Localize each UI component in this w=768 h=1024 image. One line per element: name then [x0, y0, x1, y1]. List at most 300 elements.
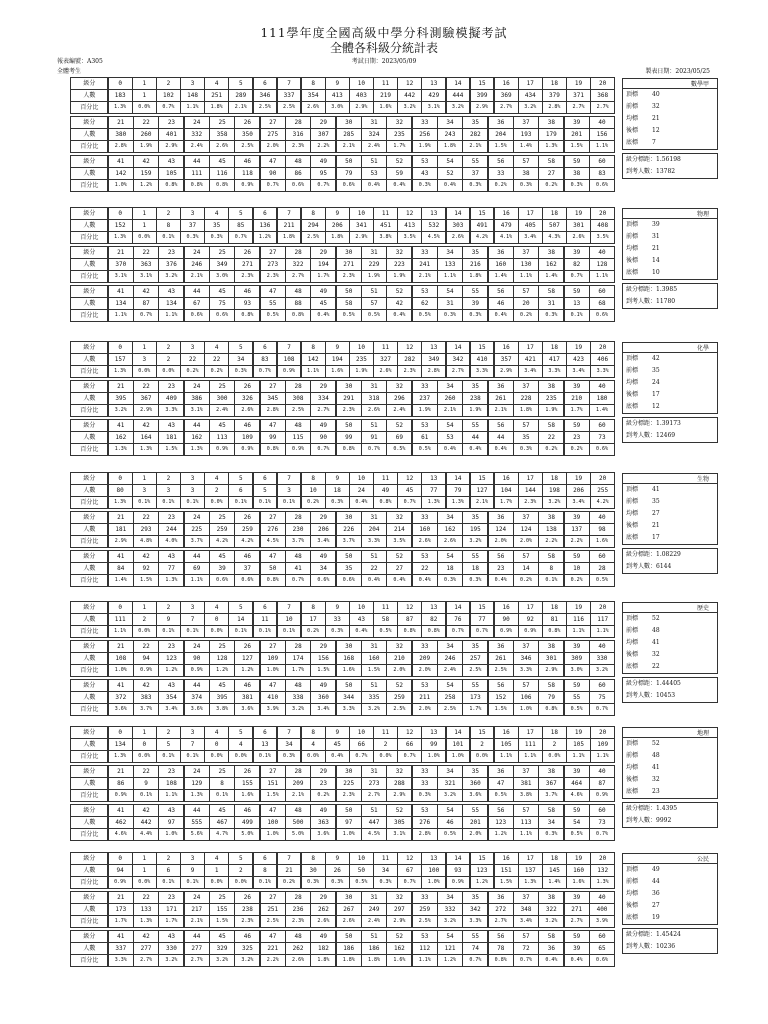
grid-cell: 3 [180, 472, 205, 485]
grid-cell: 206 [325, 219, 350, 232]
grid-cell: 2.6% [209, 140, 235, 153]
grid-cell: 22 [133, 765, 159, 778]
grid-cell: 2.5% [437, 703, 463, 716]
grid-cell: 22 [412, 562, 438, 575]
grid-cell: 31 [361, 891, 387, 904]
grid-cell: 305 [386, 816, 412, 829]
grid-cell: 1.9% [386, 270, 412, 283]
grid-cell: 31 [538, 297, 564, 310]
grid-cell: 368 [590, 89, 615, 102]
grid-cell: 1.4% [108, 574, 134, 587]
grid-cell: 42 [133, 155, 159, 168]
grid-cell: 2.3% [260, 270, 286, 283]
grid-cell: 46 [234, 155, 260, 168]
stats-panel [622, 853, 718, 954]
grid-cell: 37 [513, 116, 539, 129]
grid-cell: 58 [538, 679, 564, 692]
grid-cell: 303 [446, 219, 471, 232]
grid-cell: 1.8% [336, 954, 362, 967]
grid-cell: 358 [209, 128, 235, 141]
grid-cell: 0.2% [301, 625, 326, 638]
grid-cell: 0.8% [488, 954, 514, 967]
grid-cell: 10 [277, 613, 302, 626]
stat-line [626, 900, 717, 912]
count-row [71, 259, 615, 271]
grid-cell: 342 [446, 353, 471, 366]
grid-cell: 40 [589, 891, 615, 904]
grid-cell: 2.3% [285, 915, 311, 928]
grid-cell: 3.8% [209, 703, 235, 716]
grid-cell: 2.1% [437, 404, 463, 417]
stat-line [626, 101, 717, 113]
grid-cell: 2.0% [462, 828, 488, 841]
grid-cell: 46 [234, 285, 260, 298]
row-label: 百分比 [70, 443, 108, 456]
grid-cell: 236 [285, 903, 311, 916]
grid-cell: 28 [285, 116, 311, 129]
grid-cell: 507 [542, 219, 567, 232]
level-row [71, 892, 615, 904]
grid-cell: 1.3% [184, 443, 210, 456]
grid-cell: 32 [386, 246, 412, 259]
row-label: 百分比 [70, 574, 108, 587]
grid-cell: 31 [361, 380, 387, 393]
grid-cell: 423 [566, 353, 591, 366]
grid-cell: 371 [566, 89, 591, 102]
grid-cell: 42 [133, 804, 159, 817]
count-row [71, 524, 615, 536]
grid-cell: 0.4% [349, 625, 374, 638]
grid-cell: 1.0% [421, 876, 446, 889]
cv-value: 1.39173 [656, 420, 681, 427]
grid-cell: 2 [470, 738, 495, 751]
grid-cell: 22 [133, 380, 159, 393]
grid-cell: 33 [325, 613, 350, 626]
grid-cell: 33 [412, 640, 438, 653]
stat-line [626, 496, 717, 508]
grid-cell: 33 [412, 511, 438, 524]
grid-cell: 13 [421, 207, 446, 220]
stat-label: 底標 [626, 534, 639, 541]
grid-cell: 0.3% [513, 443, 539, 456]
grid-cell: 1.8% [462, 270, 488, 283]
grid-cell: 1.3% [538, 140, 564, 153]
grid-cell: 204 [488, 128, 514, 141]
grid-cell: 0.5% [260, 309, 286, 322]
grid-cell: 1.5% [494, 876, 519, 889]
grid-cell: 162 [386, 942, 412, 955]
report-title: 111學年度全國高級中學分科測驗模擬考試 [260, 26, 508, 40]
grid-cell: 0 [204, 613, 229, 626]
grid-cell: 23 [158, 765, 184, 778]
grid-cell: 0.7% [349, 750, 374, 763]
grid-cell: 73 [589, 431, 615, 444]
stat-label: 前標 [626, 103, 639, 110]
grid-cell: 40 [589, 246, 615, 259]
grid-cell: 251 [204, 89, 229, 102]
grid-cell: 1.2% [488, 828, 514, 841]
grid-cell: 0.4% [538, 954, 564, 967]
grid-cell: 100 [421, 864, 446, 877]
grid-cell: 0.4% [488, 574, 514, 587]
grid-cell: 0.0% [228, 750, 253, 763]
grid-cell: 0 [108, 472, 133, 485]
grid-cell: 3.3% [590, 365, 615, 378]
grid-cell: 1.4% [488, 270, 514, 283]
grid-cell: 211 [277, 219, 302, 232]
grid-cell: 39 [564, 380, 590, 393]
grid-cell: 19 [566, 726, 591, 739]
grid-cell: 28 [285, 246, 311, 259]
grid-cell: 52 [386, 930, 412, 943]
grid-cell: 13 [421, 77, 446, 90]
grid-cell: 83 [589, 167, 615, 180]
grid-cell: 16 [494, 77, 519, 90]
grid-cell: 0.9% [494, 625, 519, 638]
grid-cell: 98 [589, 523, 615, 536]
grid-cell: 2.0% [260, 140, 286, 153]
grid-cell: 2 [156, 77, 181, 90]
grid-cell: 0.3% [462, 179, 488, 192]
grid-cell: 219 [373, 89, 398, 102]
subject-name: 地理 [622, 727, 718, 738]
grid-cell: 1.6% [566, 876, 591, 889]
stat-label: 後標 [626, 391, 639, 398]
grid-cell: 2.0% [386, 664, 412, 677]
grid-cell: 133 [437, 258, 463, 271]
row-label: 百分比 [70, 365, 108, 378]
grid-cell: 0.4% [349, 496, 374, 509]
grid-cell: 1.1% [566, 625, 591, 638]
grid-cell: 1.3% [133, 915, 159, 928]
grid-cell: 1.5% [158, 443, 184, 456]
grid-cell: 58 [538, 550, 564, 563]
grid-cell: 2 [373, 738, 398, 751]
grid-cell: 20 [590, 207, 615, 220]
grid-cell: 14 [513, 562, 539, 575]
grid-cell: 386 [184, 392, 210, 405]
grid-cell: 1.3% [421, 496, 446, 509]
level-row [71, 342, 615, 354]
grid-cell: 0.1% [180, 876, 205, 889]
count-row [71, 778, 615, 790]
grid-cell: 194 [325, 353, 350, 366]
grid-cell: 43 [158, 419, 184, 432]
grid-cell: 363 [310, 816, 336, 829]
grid-cell: 36 [538, 942, 564, 955]
grid-cell: 0.8% [184, 179, 210, 192]
grid-cell: 60 [589, 679, 615, 692]
grid-cell: 162 [108, 431, 134, 444]
grid-cell: 1.1% [590, 750, 615, 763]
grid-cell: 0.7% [462, 954, 488, 967]
total-line [626, 561, 717, 573]
grid-cell: 30 [336, 891, 362, 904]
grid-cell: 33 [488, 167, 514, 180]
grid-cell: 3.1% [184, 404, 210, 417]
grid-cell: 4.4% [133, 828, 159, 841]
grid-cell: 67 [397, 864, 422, 877]
grid-cell: 54 [437, 679, 463, 692]
grid-cell: 0.7% [470, 625, 495, 638]
cv-line [626, 154, 717, 166]
grid-cell: 1.0% [108, 664, 134, 677]
grid-cell: 159 [133, 167, 159, 180]
grid-cell: 23 [564, 431, 590, 444]
percentile-box [622, 353, 718, 414]
grid-cell: 58 [538, 155, 564, 168]
grid-cell: 174 [285, 652, 311, 665]
grid-cell: 52 [386, 155, 412, 168]
grid-cell: 34 [437, 511, 463, 524]
grid-cell: 1.3% [108, 750, 133, 763]
grid-cell: 0.2% [538, 179, 564, 192]
total-label: 到考人數： [626, 432, 657, 439]
cv-line [626, 678, 717, 690]
grid-cell: 249 [361, 903, 387, 916]
row-label: 級分 [70, 640, 108, 653]
row-label: 人數 [70, 691, 108, 704]
row-label: 百分比 [70, 625, 108, 638]
grid-cell: 162 [184, 431, 210, 444]
grid-cell: 1.2% [437, 954, 463, 967]
grid-cell: 8 [301, 207, 326, 220]
grid-cell: 151 [494, 864, 519, 877]
grid-cell: 102 [156, 89, 181, 102]
cv-line [626, 284, 717, 296]
row-label: 人數 [70, 652, 108, 665]
grid-cell: 77 [421, 484, 446, 497]
grid-cell: 58 [538, 804, 564, 817]
grid-cell: 19 [566, 472, 591, 485]
grid-cell: 45 [325, 738, 350, 751]
grid-cell: 14 [446, 207, 471, 220]
grid-cell: 2.8% [108, 140, 134, 153]
grid-cell: 57 [361, 297, 387, 310]
level-row [71, 512, 615, 524]
grid-cell: 0.1% [156, 750, 181, 763]
grid-cell: 0.6% [234, 574, 260, 587]
grid-cell: 1.3% [590, 876, 615, 889]
grid-cell: 9 [325, 472, 350, 485]
grid-cell: 41 [108, 550, 134, 563]
grid-cell: 0.8% [336, 443, 362, 456]
grid-cell: 4 [204, 472, 229, 485]
grid-cell: 262 [285, 942, 311, 955]
grid-cell: 34 [437, 765, 463, 778]
grid-cell: 28 [285, 640, 311, 653]
grid-cell: 0.3% [228, 365, 253, 378]
grid-cell: 5.0% [234, 828, 260, 841]
grid-cell: 34 [437, 246, 463, 259]
grid-cell: 3 [180, 601, 205, 614]
row-label: 級分 [70, 207, 108, 220]
grid-cell: 13 [421, 852, 446, 865]
grid-cell: 47 [260, 155, 286, 168]
grid-cell: 37 [180, 219, 205, 232]
grid-cell: 21 [108, 640, 134, 653]
grid-cell: 47 [260, 419, 286, 432]
grid-cell: 29 [310, 765, 336, 778]
stat-value: 14 [652, 257, 660, 264]
grid-cell: 10 [301, 484, 326, 497]
stats-panel [622, 342, 718, 443]
grid-cell: 47 [260, 804, 286, 817]
grid-cell: 1.4% [513, 140, 539, 153]
grid-cell: 42 [133, 930, 159, 943]
grid-cell: 134 [108, 738, 133, 751]
grid-cell: 2.3% [397, 365, 422, 378]
grid-cell: 44 [488, 431, 514, 444]
grid-cell: 0.5% [349, 876, 374, 889]
row-label: 百分比 [70, 101, 108, 114]
stat-label: 頂標 [626, 355, 639, 362]
grid-cell: 18 [542, 852, 567, 865]
stats-panel [622, 208, 718, 309]
grid-cell: 33 [412, 765, 438, 778]
grid-cell: 0.9% [234, 443, 260, 456]
grid-cell: 332 [184, 128, 210, 141]
grid-cell: 2.6% [446, 231, 471, 244]
grid-cell: 59 [386, 167, 412, 180]
grid-cell: 0.4% [462, 443, 488, 456]
grid-cell: 17 [518, 726, 543, 739]
stat-label: 後標 [626, 127, 639, 134]
count-row [71, 168, 615, 180]
stat-value: 12 [652, 127, 660, 134]
grid-cell: 28 [285, 765, 311, 778]
grid-cell: 37 [513, 511, 539, 524]
grid-cell: 0.5% [412, 443, 438, 456]
grid-cell: 2.7% [494, 101, 519, 114]
row-label: 人數 [70, 431, 108, 444]
grid-cell: 59 [564, 285, 590, 298]
grid-cell: 87 [133, 297, 159, 310]
grid-cell: 16 [494, 601, 519, 614]
grid-cell: 0.7% [446, 625, 471, 638]
grid-cell: 413 [325, 89, 350, 102]
grid-cell: 0.2% [301, 496, 326, 509]
grid-cell: 20 [590, 726, 615, 739]
grid-cell: 1.5% [209, 915, 235, 928]
subject-name: 數學甲 [622, 78, 718, 89]
grid-cell: 0.3% [301, 876, 326, 889]
grid-cell: 1.7% [285, 664, 311, 677]
grid-cell: 2.6% [361, 404, 387, 417]
grid-cell: 261 [488, 392, 514, 405]
row-label: 級分 [70, 285, 108, 298]
grid-cell: 0.3% [373, 876, 398, 889]
grid-cell: 300 [209, 392, 235, 405]
grid-cell: 0.5% [361, 309, 387, 322]
grid-cell: 18 [542, 207, 567, 220]
grid-cell: 1.9% [349, 365, 374, 378]
grid-cell: 27 [260, 380, 286, 393]
stat-label: 頂標 [626, 866, 639, 873]
grid-cell: 2.1% [184, 270, 210, 283]
grid-cell: 335 [361, 691, 387, 704]
grid-cell: 59 [564, 930, 590, 943]
grid-cell: 0.1% [538, 574, 564, 587]
grid-cell: 417 [542, 353, 567, 366]
grid-cell: 4 [301, 738, 326, 751]
grid-cell: 48 [285, 930, 311, 943]
grid-cell: 33 [412, 246, 438, 259]
row-label: 人數 [70, 353, 108, 366]
grid-cell: 36 [488, 640, 514, 653]
grid-cell: 181 [108, 523, 134, 536]
percentile-box [622, 89, 718, 150]
row-label: 人數 [70, 167, 108, 180]
grid-cell: 0.1% [277, 496, 302, 509]
grid-cell: 217 [184, 903, 210, 916]
grid-cell: 2.8% [412, 828, 438, 841]
grid-cell: 3 [180, 207, 205, 220]
grid-cell: 108 [277, 353, 302, 366]
grid-cell: 92 [133, 562, 159, 575]
grid-cell: 27 [260, 511, 286, 524]
grid-cell: 92 [518, 613, 543, 626]
grid-cell: 1.3% [158, 574, 184, 587]
grid-cell: 43 [158, 550, 184, 563]
stat-value: 35 [652, 367, 660, 374]
grid-cell: 360 [462, 777, 488, 790]
total-label: 到考人數： [626, 168, 657, 175]
grid-cell: 43 [349, 613, 374, 626]
grid-cell: 1.1% [494, 750, 519, 763]
grid-cell: 0.1% [253, 496, 278, 509]
grid-cell: 3 [180, 484, 205, 497]
grid-cell: 1.1% [589, 270, 615, 283]
grid-cell: 42 [133, 550, 159, 563]
grid-cell: 291 [336, 392, 362, 405]
grid-cell: 30 [336, 640, 362, 653]
grid-cell: 0.2% [513, 309, 539, 322]
grid-cell: 46 [437, 816, 463, 829]
grid-cell: 43 [158, 285, 184, 298]
grid-cell: 30 [336, 511, 362, 524]
grid-cell: 28 [285, 380, 311, 393]
grid-cell: 2.6% [301, 101, 326, 114]
grid-cell: 44 [184, 285, 210, 298]
grid-cell: 34 [310, 562, 336, 575]
stat-label: 頂標 [626, 221, 639, 228]
row-label: 級分 [70, 765, 108, 778]
grid-cell: 49 [310, 419, 336, 432]
grid-cell: 324 [361, 128, 387, 141]
stat-label: 後標 [626, 257, 639, 264]
grid-cell: 288 [386, 777, 412, 790]
grid-cell: 26 [234, 511, 260, 524]
stats-panel [622, 602, 718, 703]
grid-cell: 58 [373, 613, 398, 626]
cv-label: 級分標距： [626, 551, 657, 558]
grid-cell: 4 [228, 738, 253, 751]
grid-cell: 10 [349, 341, 374, 354]
grid-cell: 46 [234, 679, 260, 692]
cv-label: 級分標距： [626, 931, 657, 938]
grid-cell: 12 [397, 726, 422, 739]
grid-cell: 40 [589, 511, 615, 524]
grid-cell: 442 [133, 816, 159, 829]
grid-cell: 69 [386, 431, 412, 444]
grid-cell: 401 [158, 128, 184, 141]
row-label: 人數 [70, 89, 108, 102]
grid-cell: 30 [336, 765, 362, 778]
grid-cell: 32 [386, 640, 412, 653]
stat-label: 前標 [626, 752, 639, 759]
grid-cell: 136 [253, 219, 278, 232]
